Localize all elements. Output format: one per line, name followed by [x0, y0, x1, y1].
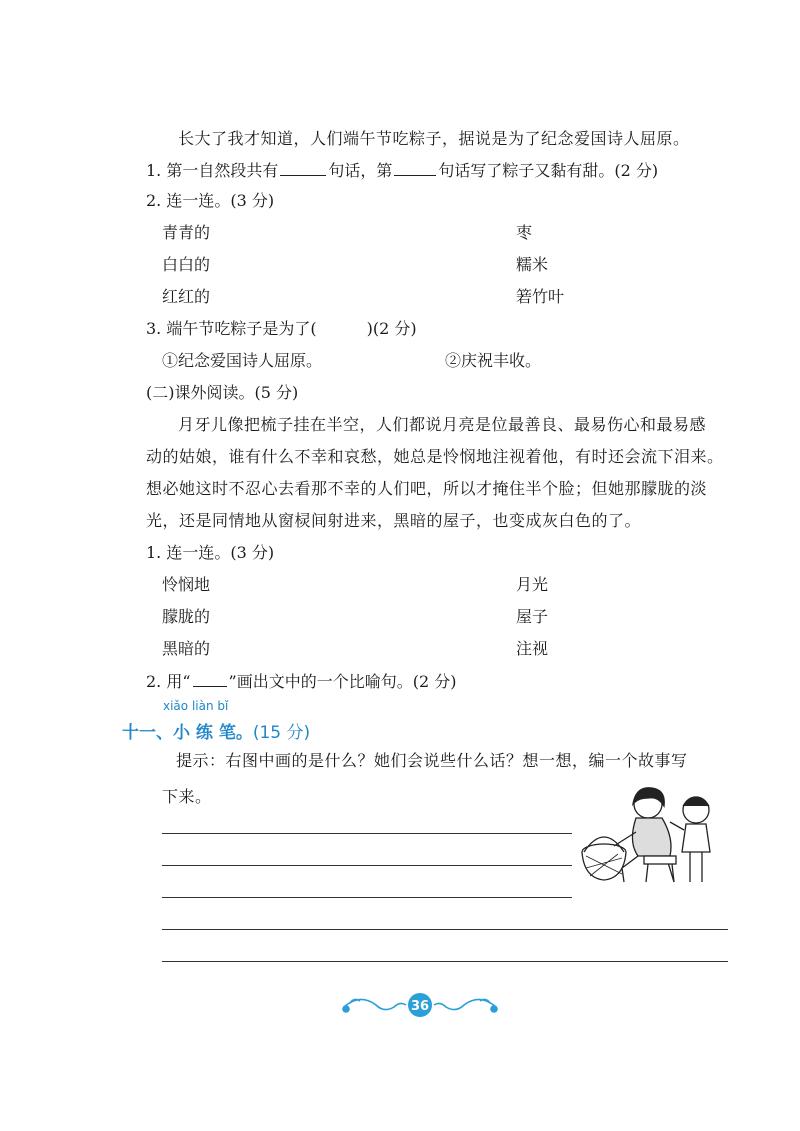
match-left-item[interactable]: 黑暗的: [162, 639, 211, 658]
illustration-woman-and-child: [578, 782, 728, 892]
match-right-item[interactable]: 注视: [516, 639, 549, 658]
q1-suffix: 句话写了粽子又黏有甜。(2 分): [438, 161, 659, 180]
part2-question-1-title: 1. 连一连。(3 分): [146, 543, 275, 562]
writing-line[interactable]: [162, 897, 572, 898]
prompt-text: 下来。: [162, 787, 212, 806]
writing-line[interactable]: [162, 961, 728, 962]
match-left-item[interactable]: 青青的: [162, 223, 211, 242]
q2-suffix: ”画出文中的一个比喻句。(2 分): [228, 672, 457, 691]
page-number: 36: [410, 999, 430, 1014]
part2-question-2: [146, 670, 456, 693]
writing-line[interactable]: [162, 833, 572, 834]
match-right-item[interactable]: 屋子: [516, 607, 549, 626]
reading-paragraph-line: 光，还是同情地从窗棂间射进来，黑暗的屋子，也变成灰白色的了。: [146, 511, 642, 530]
answer-blank[interactable]: [280, 159, 326, 176]
section-title: 小 练 笔。: [173, 723, 253, 743]
match-right-item[interactable]: 糯米: [516, 255, 549, 274]
match-left-item[interactable]: 白白的: [162, 255, 211, 274]
reading-paragraph-line: 月牙儿像把梳子挂在半空，人们都说月亮是位最善良、最易伤心和最易感: [178, 415, 707, 434]
page-number-ornament: [340, 985, 500, 1025]
question-3-title: [146, 318, 417, 340]
match-right-item[interactable]: 月光: [516, 575, 549, 594]
match-left-item[interactable]: 红红的: [162, 287, 211, 306]
prompt-text: 提示：右图中画的是什么？她们会说些什么话？想一想，编一个故事写: [176, 751, 688, 770]
q1-mid: 句话，第: [328, 161, 393, 180]
passage-text: 长大了我才知道，人们端午节吃粽子，据说是为了纪念爱国诗人屈原。: [178, 129, 690, 148]
part2-title: (二)课外阅读。(5 分): [146, 383, 299, 402]
option-2[interactable]: ②庆祝丰收。: [445, 351, 542, 370]
underline-sample: [193, 670, 227, 687]
writing-line[interactable]: [162, 929, 728, 930]
q2-prefix: 2. 用“: [146, 672, 191, 691]
option-1[interactable]: ①纪念爱国诗人屈原。: [162, 351, 323, 370]
match-right-item[interactable]: 枣: [516, 223, 533, 242]
q3-prefix: 3. 端午节吃粽子是为了(: [146, 319, 317, 338]
writing-line[interactable]: [162, 865, 572, 866]
section-number: 十一、: [122, 723, 173, 743]
reading-paragraph-line: 动的姑娘，谁有什么不幸和哀愁，她总是怜悯地注视着他，有时还会流下泪来。: [146, 447, 724, 466]
section-11-title: [122, 718, 310, 743]
section-points: (15 分): [252, 723, 311, 743]
pinyin-annotation: xiǎo liàn bǐ: [163, 699, 229, 713]
match-left-item[interactable]: 怜悯地: [162, 575, 211, 594]
q1-prefix: 1. 第一自然段共有: [146, 161, 279, 180]
q3-suffix: )(2 分): [366, 319, 417, 338]
match-right-item[interactable]: 箬竹叶: [516, 287, 565, 306]
reading-paragraph-line: 想必她这时不忍心去看那不幸的人们吧，所以才掩住半个脸；但她那朦胧的淡: [146, 479, 708, 498]
question-1: [146, 159, 658, 182]
match-left-item[interactable]: 朦胧的: [162, 607, 211, 626]
answer-blank[interactable]: [394, 159, 436, 176]
question-2-title: 2. 连一连。(3 分): [146, 191, 275, 210]
